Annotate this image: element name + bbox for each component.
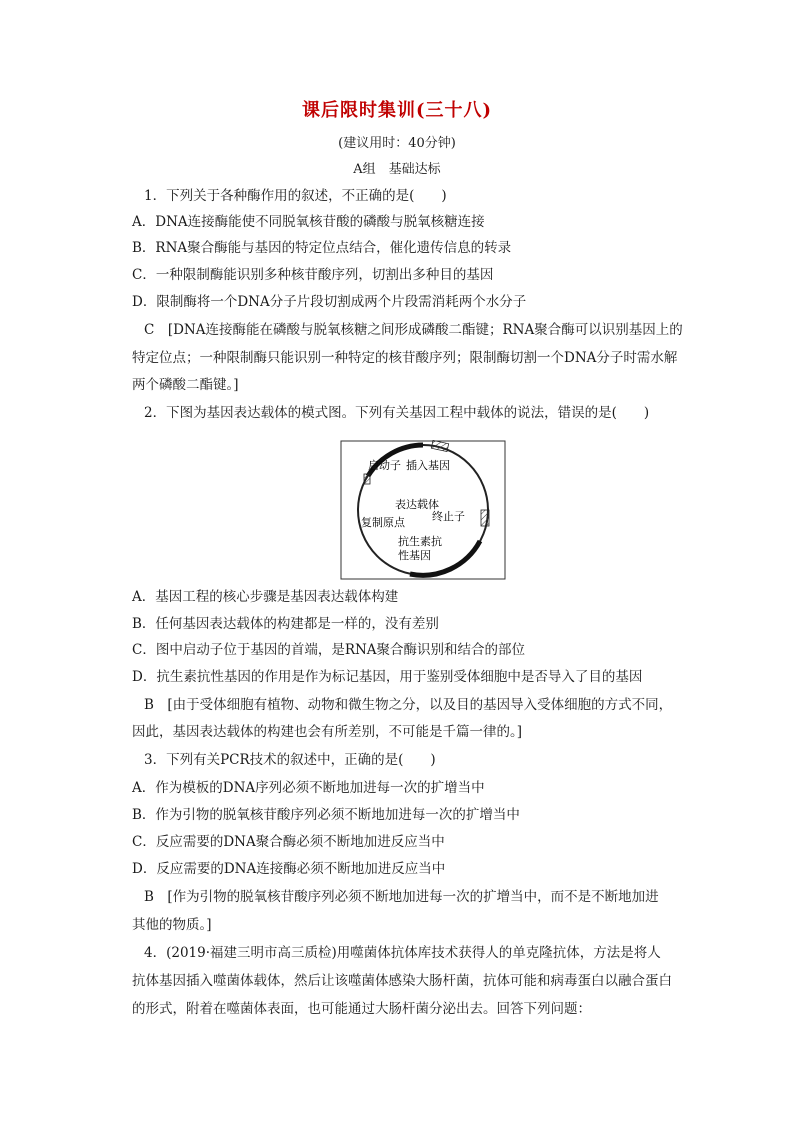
q2-stem: 2．下图为基因表达载体的模式图。下列有关基因工程中载体的说法，错误的是( ) [144,405,650,421]
label-promoter: 启动子 [368,459,401,472]
q2-option-b: B．任何基因表达载体的构建都是一样的，没有差别 [132,616,439,632]
label-insert-gene: 插入基因 [406,459,450,472]
q3-answer-line-2: 其他的物质。] [132,917,212,933]
page-title: 课后限时集训(三十八) [301,100,493,121]
q3-answer-line-1: B [作为引物的脱氧核苷酸序列必须不断地加进每一次的扩增当中，而不是不断地加进 [144,889,659,905]
q2-option-d: D．抗生素抗性基因的作用是作为标记基因，用于鉴别受体细胞中是否导入了目的基因 [132,669,643,685]
plasmid-svg [340,440,506,580]
q1-option-b: B．RNA聚合酶能与基因的特定位点结合，催化遗传信息的转录 [132,240,512,256]
expression-vector-diagram [340,440,506,580]
q4-line-3: 的形式，附着在噬菌体表面，也可能通过大肠杆菌分泌出去。回答下列问题： [132,1001,591,1017]
q4-line-1: 4．(2019·福建三明市高三质检)用噬菌体抗体库技术获得人的单克隆抗体，方法是将人 [144,945,661,961]
label-resistance-line-2: 性基因 [398,549,431,562]
q2-answer-line-1: B [由于受体细胞有植物、动物和微生物之分，以及目的基因导入受体细胞的方式不同， [144,697,673,713]
label-terminator: 终止子 [432,510,465,523]
q1-option-d: D．限制酶将一个DNA分子片段切割成两个片段需消耗两个水分子 [132,294,527,310]
label-expression-vector: 表达载体 [395,498,439,511]
q1-answer-line-3: 两个磷酸二酯键。] [132,377,239,393]
q2-option-a: A．基因工程的核心步骤是基因表达载体构建 [132,589,399,605]
group-heading: A组 基础达标 [353,162,441,177]
label-resistance-line-1: 抗生素抗 [398,535,442,548]
terminator-block [481,510,489,526]
q1-answer-line-2: 特定位点；一种限制酶只能识别一种特定的核苷酸序列；限制酶切割一个DNA分子时需水解 [132,350,678,366]
q3-option-b: B．作为引物的脱氧核苷酸序列必须不断地加进每一次的扩增当中 [132,807,520,823]
q1-answer-line-1: C [DNA连接酶能在磷酸与脱氧核糖之间形成磷酸二酯键；RNA聚合酶可以识别基因上的 [144,322,683,338]
q3-option-c: C．反应需要的DNA聚合酶必须不断地加进反应当中 [132,834,445,850]
q4-line-2: 抗体基因插入噬菌体载体，然后让该噬菌体感染大肠杆菌，抗体可能和病毒蛋白以融合蛋白 [132,973,672,989]
q2-answer-line-2: 因此，基因表达载体的构建也会有所差别，不可能是千篇一律的。] [132,724,523,740]
q2-option-c: C．图中启动子位于基因的首端，是RNA聚合酶识别和结合的部位 [132,642,526,658]
q3-stem: 3．下列有关PCR技术的叙述中，正确的是( ) [144,752,436,768]
q3-option-d: D．反应需要的DNA连接酶必须不断地加进反应当中 [132,861,446,877]
q1-option-c: C．一种限制酶能识别多种核苷酸序列，切割出多种目的基因 [132,267,494,283]
q3-option-a: A．作为模板的DNA序列必须不断地加进每一次的扩增当中 [132,780,485,796]
label-origin: 复制原点 [361,516,405,529]
suggested-time: (建议用时：40分钟) [338,136,456,151]
insert-gene-block [431,440,448,451]
q1-stem: 1．下列关于各种酶作用的叙述，不正确的是( ) [144,188,447,204]
q1-option-a: A．DNA连接酶能使不同脱氧核苷酸的磷酸与脱氧核糖连接 [132,214,485,230]
promoter-block [364,474,370,484]
